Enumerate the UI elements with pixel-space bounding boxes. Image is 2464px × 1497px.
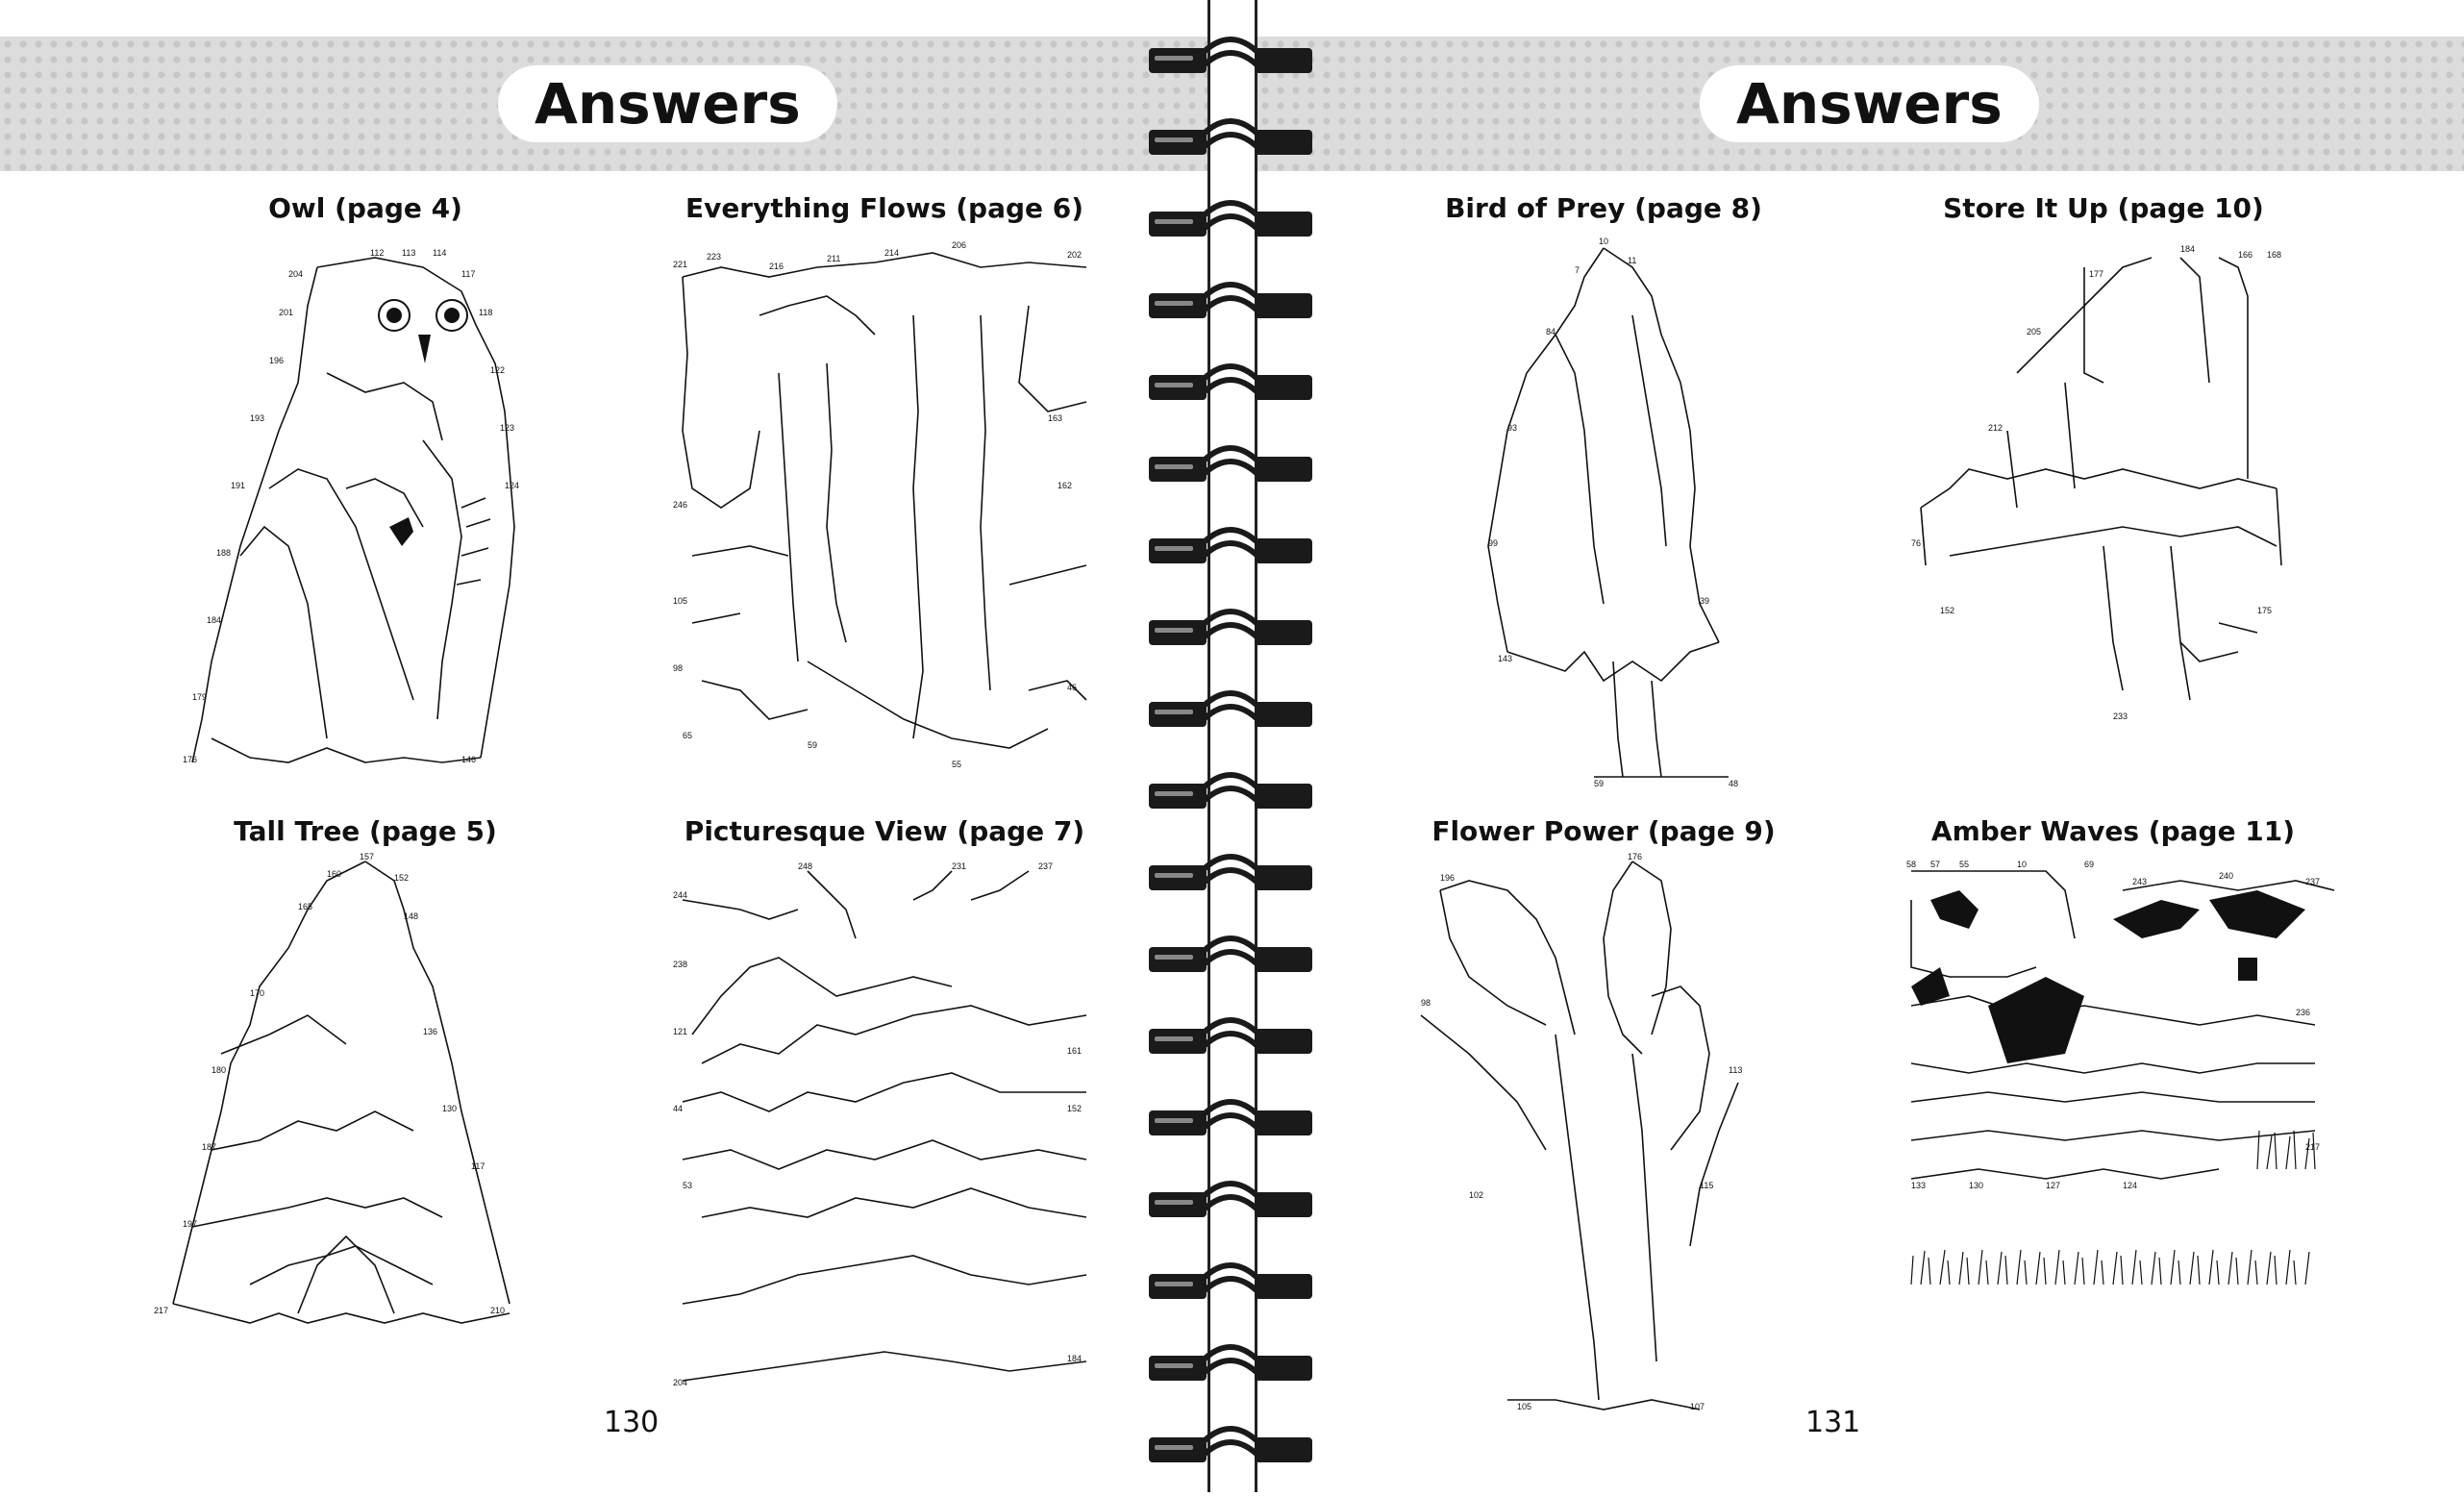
svg-text:184: 184 [207, 615, 222, 625]
svg-text:162: 162 [1058, 481, 1073, 490]
svg-text:212: 212 [1988, 423, 2004, 433]
svg-text:238: 238 [673, 960, 688, 969]
spiral-ring [1149, 285, 1312, 318]
spiral-ring [1149, 39, 1312, 73]
spiral-ring [1149, 611, 1312, 645]
spiral-ring [1149, 775, 1312, 809]
svg-text:58: 58 [1906, 860, 1917, 869]
svg-text:84: 84 [1546, 327, 1556, 337]
panel-title: Bird of Prey (page 8) [1445, 192, 1762, 224]
spiral-ring [1149, 1429, 1312, 1462]
svg-text:102: 102 [1469, 1190, 1484, 1200]
svg-text:11: 11 [1628, 256, 1637, 265]
svg-text:76: 76 [1911, 538, 1922, 548]
spiral-ring [1149, 857, 1312, 890]
spiral-ring [1149, 693, 1312, 727]
svg-text:233: 233 [2113, 711, 2128, 721]
spiral-ring [1149, 366, 1312, 400]
svg-text:196: 196 [269, 356, 285, 365]
svg-text:170: 170 [250, 988, 265, 998]
svg-text:117: 117 [461, 269, 476, 279]
svg-text:98: 98 [1421, 998, 1431, 1008]
svg-text:105: 105 [1517, 1402, 1532, 1411]
svg-text:217: 217 [154, 1306, 169, 1315]
page-number: 131 [1805, 1406, 1861, 1439]
svg-text:165: 165 [298, 902, 313, 911]
svg-text:117: 117 [471, 1161, 485, 1171]
spiral-binding-icon [1149, 0, 1312, 1492]
svg-text:184: 184 [1067, 1354, 1083, 1363]
svg-text:48: 48 [1729, 779, 1739, 788]
spiral-ring [1149, 1020, 1312, 1054]
svg-text:152: 152 [394, 873, 410, 883]
svg-text:53: 53 [683, 1181, 693, 1190]
svg-text:55: 55 [952, 760, 962, 769]
svg-text:59: 59 [1594, 779, 1605, 788]
pine-tree-drawing-icon [154, 852, 577, 1419]
svg-text:231: 231 [952, 861, 967, 871]
landscape-drawing-icon [663, 861, 1106, 1419]
svg-text:10: 10 [1599, 237, 1609, 246]
svg-text:188: 188 [216, 548, 232, 558]
spiral-ring [1149, 1184, 1312, 1217]
svg-text:179: 179 [192, 692, 208, 702]
tulip-drawing-icon [1411, 852, 1796, 1419]
spiral-ring [1149, 1102, 1312, 1135]
svg-text:55: 55 [1959, 860, 1970, 869]
svg-text:187: 187 [202, 1142, 217, 1152]
svg-text:107: 107 [1690, 1402, 1705, 1411]
svg-text:93: 93 [1507, 423, 1518, 433]
page-title: Answers [498, 65, 837, 142]
svg-text:191: 191 [231, 481, 246, 490]
svg-text:204: 204 [288, 269, 304, 279]
spiral-ring [1149, 203, 1312, 237]
svg-text:39: 39 [1700, 596, 1710, 606]
svg-text:244: 244 [673, 890, 688, 900]
svg-text:163: 163 [1048, 413, 1063, 423]
svg-text:121: 121 [673, 1027, 688, 1036]
svg-text:127: 127 [2046, 1181, 2061, 1190]
page-number: 130 [604, 1406, 660, 1439]
svg-text:46: 46 [1067, 683, 1078, 692]
answer-panel-tall-tree [154, 815, 577, 1431]
svg-text:176: 176 [1628, 852, 1643, 861]
svg-text:201: 201 [279, 308, 294, 317]
spiral-ring [1149, 448, 1312, 482]
svg-text:243: 243 [2132, 877, 2148, 886]
svg-text:196: 196 [1440, 873, 1456, 883]
svg-text:57: 57 [1930, 860, 1941, 869]
svg-text:216: 216 [769, 262, 784, 271]
svg-text:240: 240 [2219, 871, 2234, 881]
svg-text:217: 217 [2305, 1142, 2321, 1152]
answer-panel-everything-flows [663, 192, 1106, 808]
svg-text:148: 148 [404, 911, 419, 921]
svg-text:99: 99 [1488, 538, 1499, 548]
page-title: Answers [1700, 65, 2039, 142]
spiral-ring [1149, 1265, 1312, 1299]
svg-text:237: 237 [2305, 877, 2321, 886]
panel-title: Flower Power (page 9) [1431, 815, 1776, 847]
svg-text:160: 160 [327, 869, 342, 879]
spiral-binding [1149, 0, 1312, 1492]
answer-panel-bird-of-prey [1411, 192, 1796, 808]
svg-text:161: 161 [1067, 1046, 1083, 1056]
svg-text:59: 59 [808, 740, 818, 750]
answer-panel-store-it-up [1892, 192, 2315, 808]
hawk-drawing-icon [1411, 238, 1796, 796]
svg-text:236: 236 [2296, 1008, 2311, 1017]
svg-text:113: 113 [402, 248, 416, 258]
svg-text:184: 184 [2180, 244, 2196, 254]
svg-text:246: 246 [673, 500, 688, 510]
svg-text:44: 44 [673, 1104, 684, 1113]
svg-text:166: 166 [2238, 250, 2253, 260]
svg-text:152: 152 [1940, 606, 1955, 615]
svg-text:197: 197 [183, 1219, 198, 1229]
answer-panel-amber-waves [1892, 815, 2334, 1431]
svg-text:123: 123 [500, 423, 515, 433]
answer-panel-owl [173, 192, 558, 808]
panel-title: Store It Up (page 10) [1943, 192, 2264, 224]
svg-text:114: 114 [433, 248, 447, 258]
panel-title: Everything Flows (page 6) [684, 192, 1084, 224]
svg-text:152: 152 [1067, 1104, 1083, 1113]
svg-text:115: 115 [1700, 1181, 1714, 1190]
svg-text:122: 122 [490, 365, 506, 375]
spiral-ring [1149, 121, 1312, 155]
svg-text:175: 175 [2257, 606, 2273, 615]
svg-text:124: 124 [505, 481, 520, 490]
svg-text:130: 130 [1969, 1181, 1984, 1190]
svg-text:133: 133 [1911, 1181, 1927, 1190]
owl-drawing-icon [173, 238, 558, 796]
silo-barn-drawing-icon [1892, 238, 2315, 796]
svg-text:210: 210 [490, 1306, 506, 1315]
svg-text:118: 118 [479, 308, 493, 317]
panel-title: Tall Tree (page 5) [234, 815, 497, 847]
panel-title: Owl (page 4) [268, 192, 462, 224]
svg-text:168: 168 [2267, 250, 2282, 260]
svg-text:65: 65 [683, 731, 693, 740]
svg-text:10: 10 [2017, 860, 2028, 869]
right-page [1255, 0, 2464, 1492]
svg-text:98: 98 [673, 663, 684, 673]
answer-panel-flower-power [1411, 815, 1796, 1431]
svg-text:248: 248 [798, 861, 813, 871]
svg-text:202: 202 [1067, 250, 1083, 260]
svg-text:204: 204 [673, 1378, 688, 1387]
answer-panel-picturesque-view [663, 815, 1106, 1431]
svg-text:105: 105 [673, 596, 688, 606]
svg-text:223: 223 [707, 252, 722, 262]
svg-text:221: 221 [673, 260, 688, 269]
svg-text:206: 206 [952, 240, 967, 250]
svg-text:113: 113 [1729, 1065, 1743, 1075]
spiral-ring [1149, 530, 1312, 563]
svg-text:146: 146 [461, 755, 477, 764]
svg-text:7: 7 [1575, 265, 1580, 275]
svg-text:157: 157 [360, 852, 375, 861]
panel-title: Picturesque View (page 7) [684, 815, 1085, 847]
svg-text:69: 69 [2084, 860, 2095, 869]
svg-text:177: 177 [2089, 269, 2104, 279]
svg-text:130: 130 [442, 1104, 458, 1113]
panel-title: Amber Waves (page 11) [1930, 815, 2296, 847]
svg-text:124: 124 [2123, 1181, 2138, 1190]
svg-text:176: 176 [183, 755, 198, 764]
svg-text:237: 237 [1038, 861, 1054, 871]
tractor-field-drawing-icon [1892, 861, 2334, 1419]
spiral-ring [1149, 1347, 1312, 1381]
spiral-ring [1149, 938, 1312, 972]
svg-text:214: 214 [884, 248, 900, 258]
svg-text:211: 211 [827, 254, 841, 263]
svg-text:193: 193 [250, 413, 265, 423]
svg-text:112: 112 [370, 248, 385, 258]
left-page [0, 0, 1210, 1492]
svg-text:143: 143 [1498, 654, 1513, 663]
svg-text:180: 180 [212, 1065, 227, 1075]
svg-text:136: 136 [423, 1027, 438, 1036]
svg-text:205: 205 [2027, 327, 2042, 337]
waterfall-drawing-icon [663, 238, 1106, 796]
